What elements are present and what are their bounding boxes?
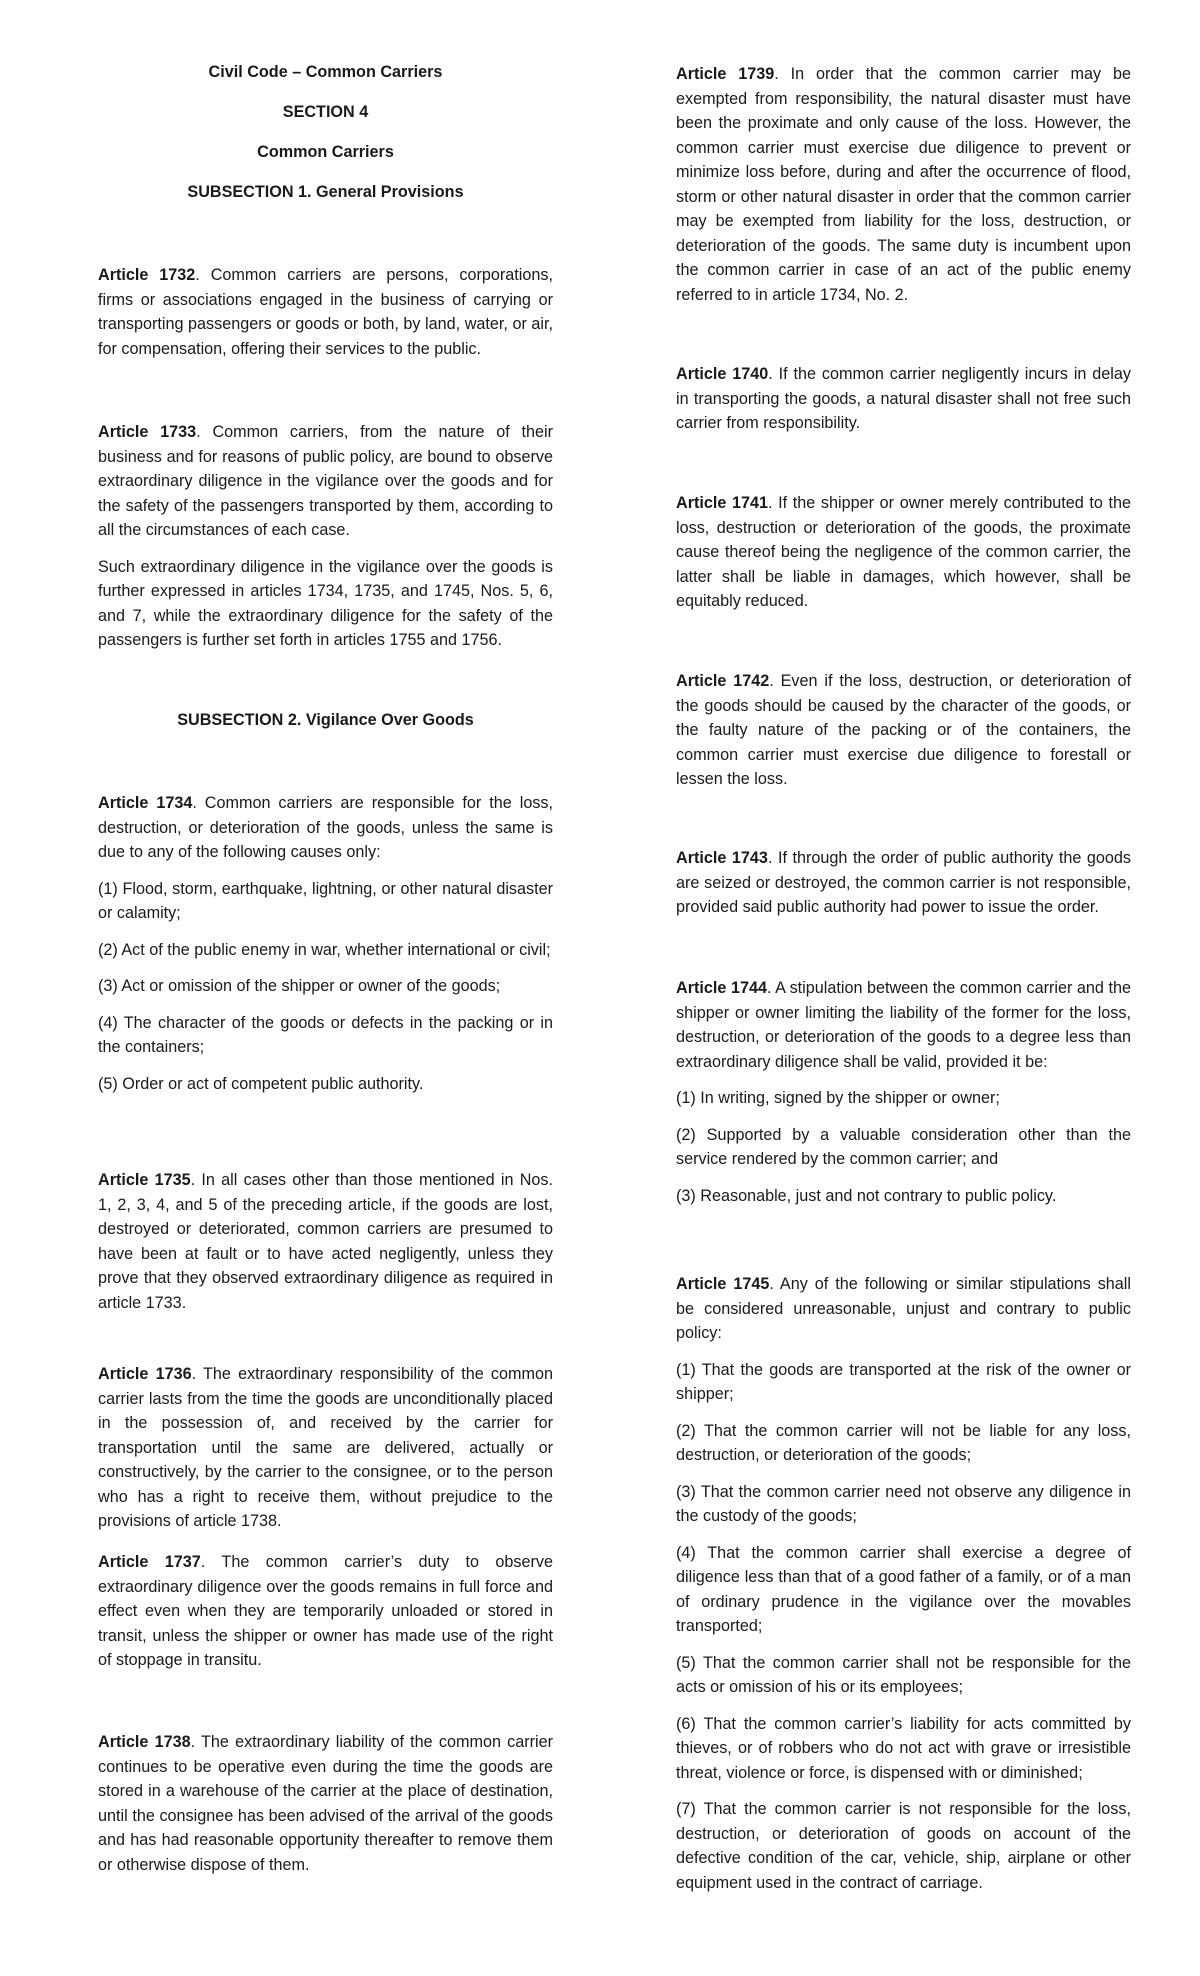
- subsection-2-heading: SUBSECTION 2. Vigilance Over Goods: [177, 711, 474, 729]
- article-1740: [676, 362, 1131, 436]
- article-number: Article 1744: [676, 979, 767, 997]
- list-item: (3) That the common carrier need not observe any diligence in the custody of the goods;: [676, 1482, 1131, 1525]
- section-number: SECTION 4: [282, 103, 369, 121]
- article-number: Article 1736: [98, 1365, 192, 1383]
- article-body: [676, 491, 1131, 614]
- article-text: . Common carriers, from the nature of their business and for reasons of public policy, are bound to observe extraordinary diligence in the vigilance over the goods and for the safety of the passengers transported by them, according to all the circumstances of each case.: [98, 423, 553, 539]
- article-body: [676, 62, 1131, 307]
- list-item: (1) In writing, signed by the shipper or owner;: [676, 1089, 1000, 1107]
- article-text: . The common carrier’s duty to observe extraordinary diligence over the goods remains in full force and effect even when they are temporarily unloaded or stored in transit, unless the shipper or owner has made use of the right of stoppage in transitu.: [98, 1553, 553, 1669]
- list-item: (6) That the common carrier’s liability for acts committed by thieves, or of robbers who do not act with grave or irresistible threat, violence or force, is dispensed with or diminished;: [676, 1714, 1131, 1782]
- article-1734: [98, 791, 553, 1096]
- article-number: Article 1735: [98, 1171, 191, 1189]
- article-text: . Common carriers are persons, corporations, firms or associations engaged in the business of carrying or transporting passengers or goods or both, by land, water, or air, for compensation, offering their services to the public.: [98, 266, 553, 358]
- article-number: Article 1741: [676, 494, 769, 512]
- article-body: [98, 1362, 553, 1534]
- article-body: [676, 1272, 1131, 1346]
- article-1736: [98, 1362, 553, 1534]
- article-body: [98, 1168, 553, 1315]
- article-body: [676, 669, 1131, 792]
- article-1745: [676, 1272, 1131, 1895]
- article-1735: [98, 1168, 553, 1315]
- article-1733: [98, 420, 553, 653]
- article-text: . Any of the following or similar stipulations shall be considered unreasonable, unjust and contrary to public policy:: [676, 1275, 1131, 1342]
- list-item: (4) The character of the goods or defects in the packing or in the containers;: [98, 1013, 553, 1056]
- article-body: [98, 263, 553, 361]
- document-header: [98, 60, 553, 204]
- list-item: (2) Supported by a valuable consideration other than the service rendered by the common carrier; and: [676, 1125, 1131, 1168]
- article-text: . The extraordinary responsibility of the common carrier lasts from the time the goods are unconditionally placed in the possession of, and received by the carrier for transportation until the same are delivered, actually or constructively, by the carrier to the consignee, or to the person who has a right to receive them, without prejudice to the provisions of article 1738.: [98, 1365, 553, 1530]
- subsection-2-heading-block: [98, 708, 553, 732]
- subsection-1-heading: SUBSECTION 1. General Provisions: [187, 183, 464, 201]
- article-text: . In order that the common carrier may be exempted from responsibility, the natural disaster must have been the proximate and only cause of the loss. However, the common carrier must exercise due diligence to prevent or minimize loss before, during and after the occurrence of flood, storm or other natural disaster in order that the common carrier may be exempted from liability for the loss, destruction, or deterioration of the goods. The same duty is incumbent upon the common carrier in case of an act of the public enemy referred to in article 1734, No. 2.: [676, 65, 1132, 304]
- article-1732: [98, 263, 553, 361]
- list-item: (3) Act or omission of the shipper or owner of the goods;: [98, 977, 501, 995]
- article-number: Article 1733: [98, 423, 197, 441]
- article-body: [98, 1730, 553, 1877]
- list-item: (5) That the common carrier shall not be responsible for the acts or omission of his or its employees;: [676, 1653, 1131, 1696]
- document-title: Civil Code – Common Carriers: [208, 63, 443, 81]
- article-number: Article 1739: [676, 65, 775, 83]
- article-body: [676, 846, 1131, 920]
- article-1741: [676, 491, 1131, 614]
- article-text: . If through the order of public authority the goods are seized or destroyed, the common carrier is not responsible, provided said public authority had power to issue the order.: [676, 849, 1131, 916]
- list-item: (1) That the goods are transported at the risk of the owner or shipper;: [676, 1360, 1131, 1403]
- article-1744: [676, 976, 1131, 1208]
- article-1737: [98, 1550, 553, 1673]
- article-body: [98, 420, 553, 543]
- article-number: Article 1732: [98, 266, 196, 284]
- list-item: (2) Act of the public enemy in war, whether international or civil;: [98, 940, 551, 959]
- article-text: . If the shipper or owner merely contributed to the loss, destruction or deterioration of the goods, the proximate cause thereof being the negligence of the common carrier, the latter shall be liable in damages, which however, shall be equitably reduced.: [676, 494, 1131, 610]
- article-text: . If the common carrier negligently incurs in delay in transporting the goods, a natural disaster shall not free such carrier from responsibility.: [676, 365, 1131, 432]
- article-text: . A stipulation between the common carrier and the shipper or owner limiting the liability of the former for the loss, destruction, or deterioration of the goods to a degree less than extraordinary diligence shall be valid, provided it be:: [676, 979, 1131, 1071]
- article-1742: [676, 669, 1131, 792]
- article-number: Article 1734: [98, 794, 193, 812]
- section-name: Common Carriers: [257, 143, 394, 161]
- article-body: [98, 791, 553, 865]
- article-1738: [98, 1730, 553, 1877]
- list-item: (3) Reasonable, just and not contrary to public policy.: [676, 1186, 1057, 1205]
- list-item: (2) That the common carrier will not be liable for any loss, destruction, or deterioration of the goods;: [676, 1421, 1131, 1464]
- article-number: Article 1743: [676, 849, 768, 867]
- list-item: (7) That the common carrier is not responsible for the loss, destruction, or deterioration of goods on account of the defective condition of the car, vehicle, ship, airplane or other equipment used in the contract of carriage.: [676, 1800, 1131, 1892]
- article-body: [676, 976, 1131, 1074]
- article-paragraph: Such extraordinary diligence in the vigilance over the goods is further expressed in articles 1734, 1735, and 1745, Nos. 5, 6, and 7, while the extraordinary diligence for the safety of the passengers is further set forth in articles 1755 and 1756.: [98, 557, 553, 649]
- list-item: (1) Flood, storm, earthquake, lightning, or other natural disaster or calamity;: [98, 879, 553, 922]
- article-1739: [676, 62, 1131, 307]
- list-item: (5) Order or act of competent public authority.: [98, 1074, 424, 1093]
- article-body: [98, 1550, 553, 1673]
- article-number: Article 1742: [676, 672, 770, 690]
- article-1743: [676, 846, 1131, 920]
- article-text: . Common carriers are responsible for the loss, destruction, or deterioration of the goods, unless the same is due to any of the following causes only:: [98, 794, 554, 861]
- article-number: Article 1738: [98, 1733, 191, 1751]
- article-text: . In all cases other than those mentioned in Nos. 1, 2, 3, 4, and 5 of the preceding article, if the goods are lost, destroyed or deteriorated, common carriers are presumed to have been at fault or to have acted negligently, unless they prove that they observed extraordinary diligence as required in article 1733.: [98, 1171, 553, 1312]
- article-text: . The extraordinary liability of the common carrier continues to be operative even during the time the goods are stored in a warehouse of the carrier at the place of destination, until the consignee has been advised of the arrival of the goods and has had reasonable opportunity thereafter to remove them or otherwise dispose of them.: [98, 1733, 554, 1874]
- article-body: [676, 362, 1131, 436]
- article-number: Article 1740: [676, 365, 769, 383]
- list-item: (4) That the common carrier shall exercise a degree of diligence less than that of a good father of a family, or of a man of ordinary prudence in the vigilance over the movables transported;: [676, 1543, 1131, 1635]
- article-number: Article 1745: [676, 1275, 770, 1293]
- article-number: Article 1737: [98, 1553, 201, 1571]
- article-text: . Even if the loss, destruction, or deterioration of the goods should be caused by the character of the goods, or the faulty nature of the packing or of the containers, the common carrier must exercise due diligence to forestall or lessen the loss.: [676, 672, 1131, 788]
